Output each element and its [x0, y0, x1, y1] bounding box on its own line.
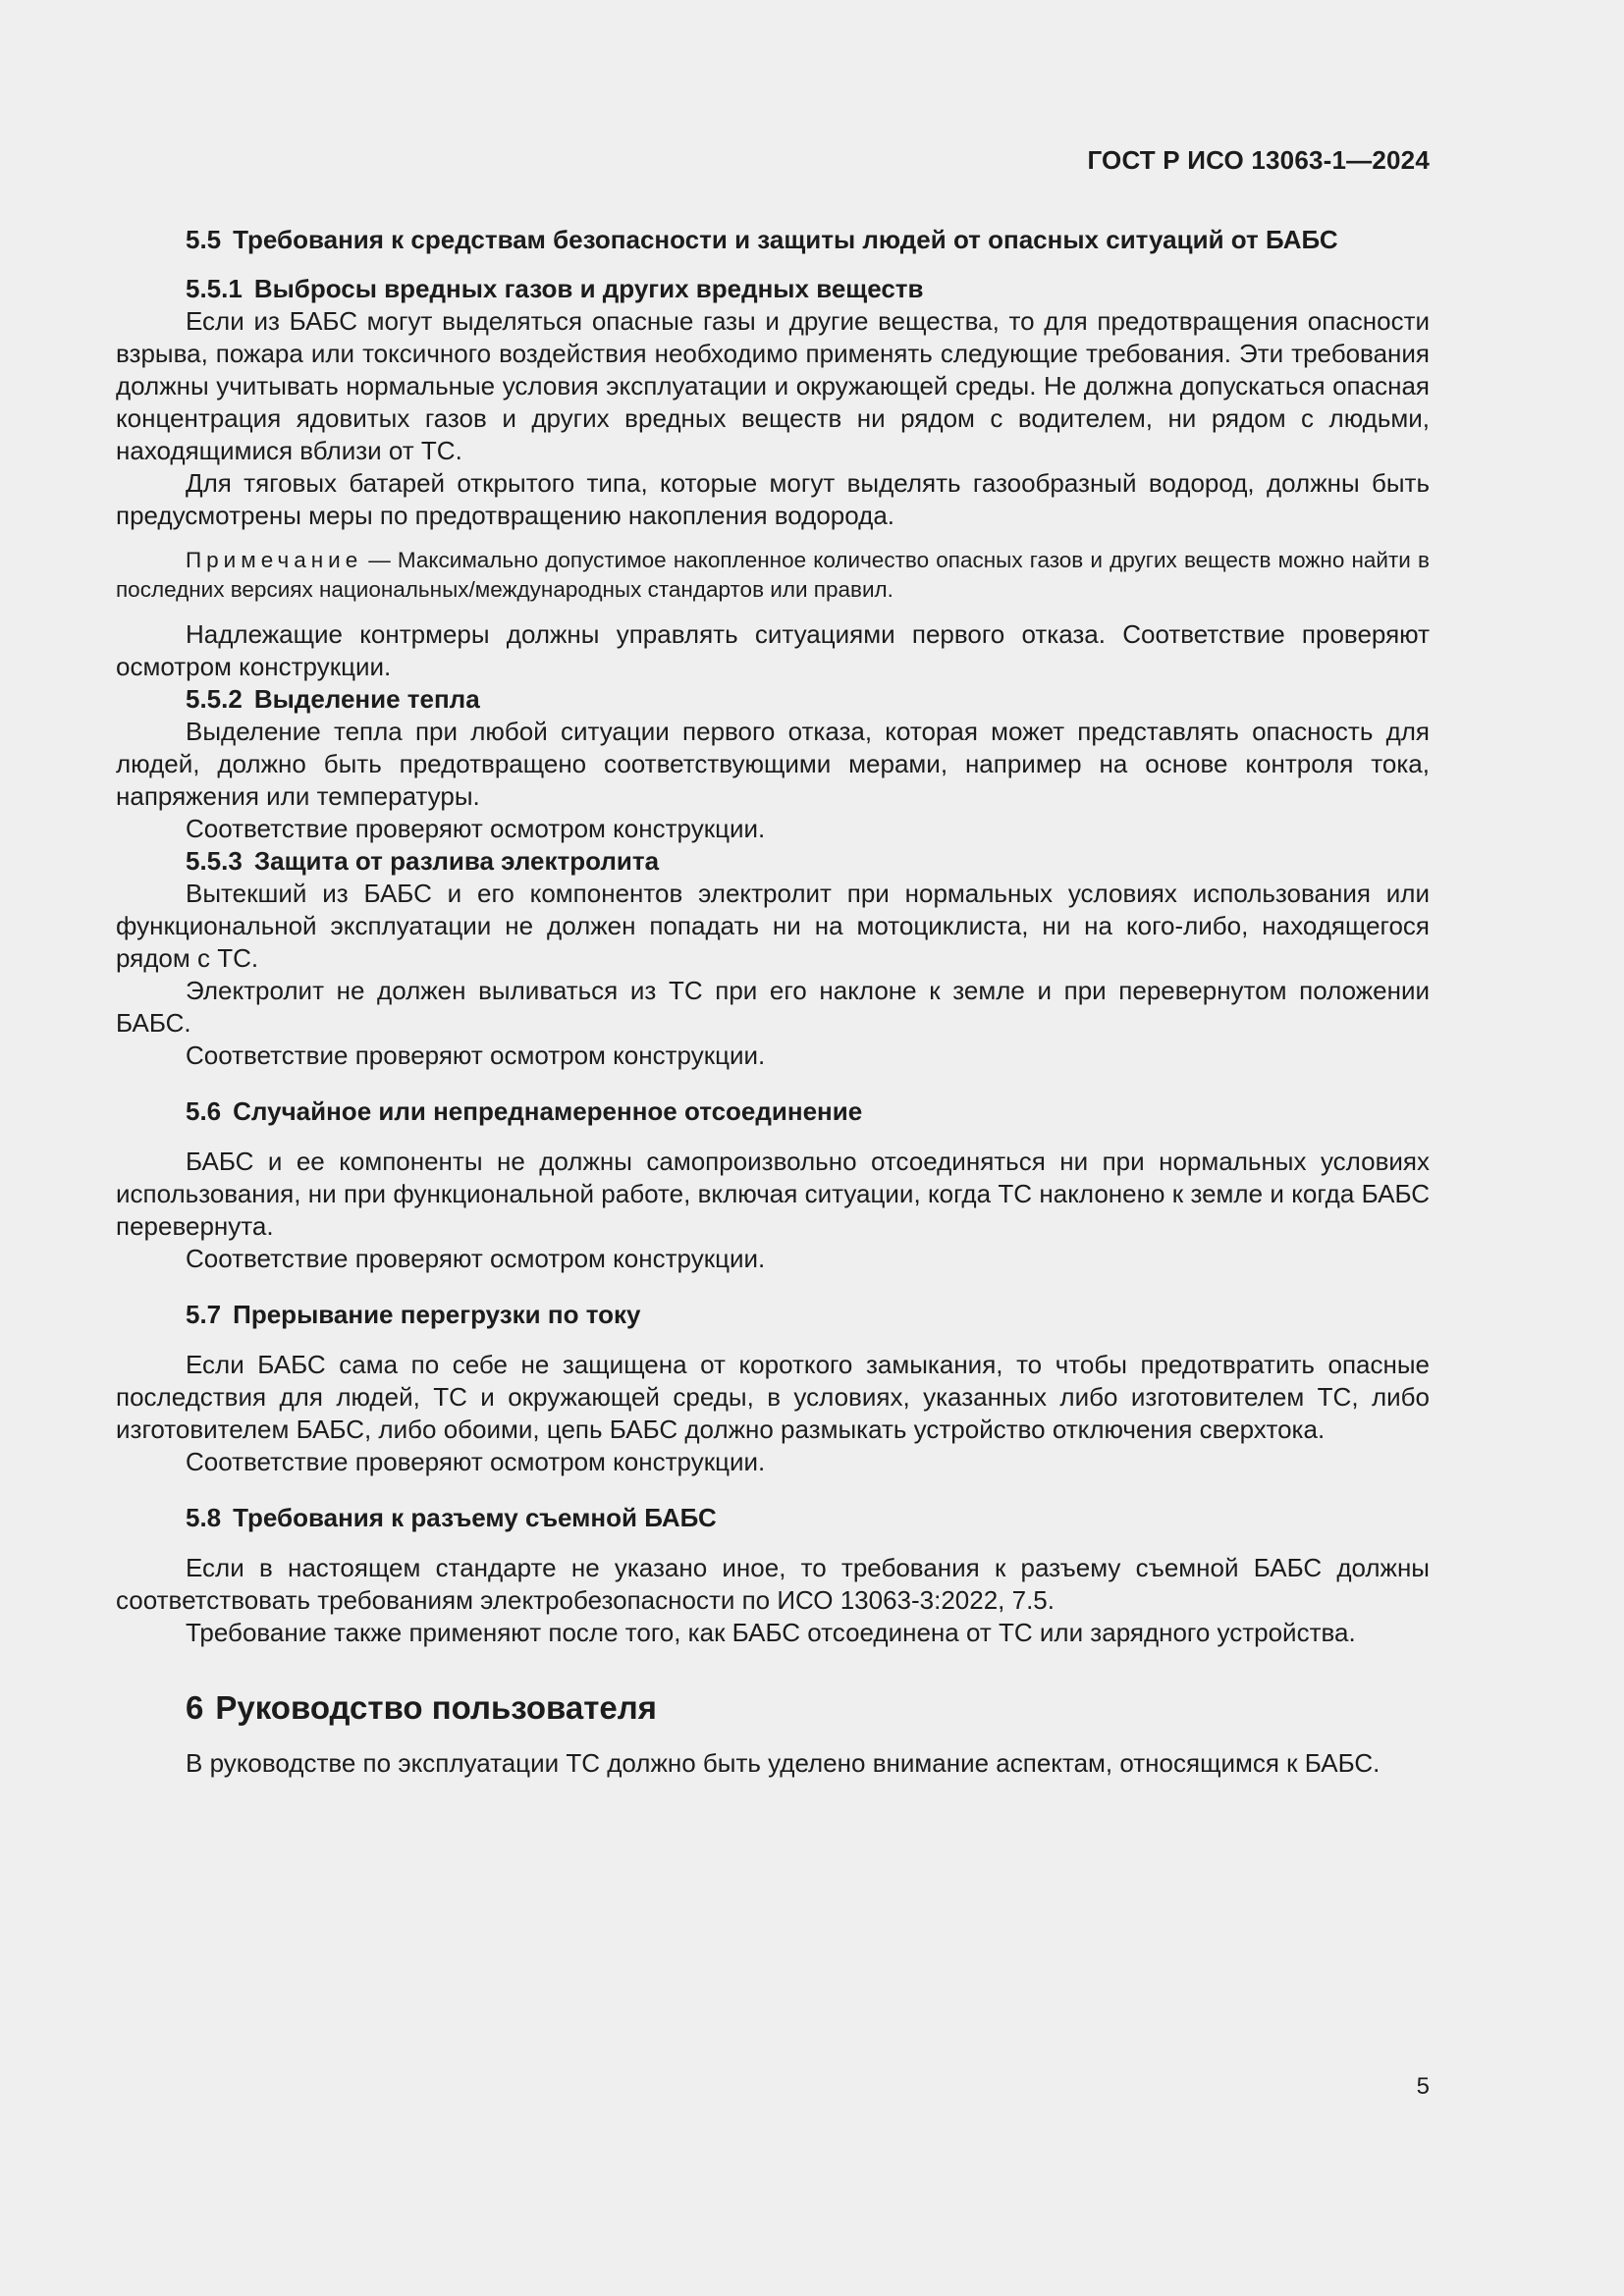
- section-6-heading: 6 Руководство пользователя: [186, 1689, 657, 1726]
- paragraph: Если из БАБС могут выделяться опасные газы и другие вещества, то для предотвращения опасности взрыва, пожара или токсичного воздействия необходимо применять следующие требования. Эти требования должны учитывать нормальные условия эксплуатации и окружающей среды. Не должна допускаться опасная концентрация ядовитых газов и других вредных веществ ни рядом с водителем, ни рядом с людьми, находящимися вблизи от ТС.: [116, 306, 1430, 465]
- paragraph: Соответствие проверяют осмотром конструкции.: [186, 1041, 766, 1070]
- paragraph: Вытекший из БАБС и его компонентов электролит при нормальных условиях использования или функциональной эксплуатации не должен попадать ни на мотоциклиста, ни на кого-либо, находящегося рядом с ТС.: [116, 879, 1430, 973]
- paragraph: В руководстве по эксплуатации ТС должно быть уделено внимание аспектам, относящимся к БАБС.: [186, 1748, 1380, 1778]
- section-5-6-heading: 5.6 Случайное или непреднамеренное отсоединение: [186, 1096, 863, 1126]
- section-5-7-heading: 5.7 Прерывание перегрузки по току: [186, 1300, 641, 1329]
- section-5-5-heading: 5.5 Требования к средствам безопасности и защиты людей от опасных ситуаций от БАБС: [186, 225, 1338, 254]
- paragraph: Выделение тепла при любой ситуации первого отказа, которая может представлять опасность для людей, должно быть предотвращено соответствующими мерами, например на основе контроля тока, напряжения или температуры.: [116, 717, 1430, 811]
- document-body: [116, 224, 1430, 1780]
- paragraph: Если БАБС сама по себе не защищена от короткого замыкания, то чтобы предотвратить опасные последствия для людей, ТС и окружающей среды, в условиях, указанных либо изготовителем ТС, либо изготовителем БАБС, либо обоими, цепь БАБС должно размыкать устройство отключения сверхтока.: [116, 1350, 1430, 1444]
- document-id-header: ГОСТ Р ИСО 13063-1—2024: [1087, 145, 1430, 175]
- section-5-8-heading: 5.8 Требования к разъему съемной БАБС: [186, 1503, 717, 1532]
- section-5-5-3-heading: 5.5.3 Защита от разлива электролита: [186, 846, 660, 876]
- paragraph: Если в настоящем стандарте не указано иное, то требования к разъему съемной БАБС должны соответствовать требованиям электробезопасности по ИСО 13063-3:2022, 7.5.: [116, 1553, 1430, 1615]
- paragraph: Надлежащие контрмеры должны управлять ситуациями первого отказа. Соответствие проверяют осмотром конструкции.: [116, 619, 1430, 681]
- page-number: 5: [1416, 2073, 1430, 2100]
- paragraph: БАБС и ее компоненты не должны самопроизвольно отсоединяться ни при нормальных условиях использования, ни при функциональной работе, включая ситуации, когда ТС наклонено к земле и когда БАБС перевернута.: [116, 1147, 1430, 1241]
- paragraph: Соответствие проверяют осмотром конструкции.: [186, 814, 766, 843]
- paragraph: Требование также применяют после того, как БАБС отсоединена от ТС или зарядного устройства.: [186, 1618, 1356, 1647]
- section-5-5-2-heading: 5.5.2 Выделение тепла: [186, 684, 480, 714]
- paragraph: Электролит не должен выливаться из ТС при его наклоне к земле и при перевернутом положении БАБС.: [116, 976, 1430, 1038]
- paragraph: Для тяговых батарей открытого типа, которые могут выделять газообразный водород, должны быть предусмотрены меры по предотвращению накопления водорода.: [116, 468, 1430, 530]
- paragraph: Соответствие проверяют осмотром конструкции.: [186, 1244, 766, 1273]
- paragraph: Соответствие проверяют осмотром конструкции.: [186, 1447, 766, 1476]
- section-5-5-1-heading: 5.5.1 Выбросы вредных газов и других вредных веществ: [186, 274, 924, 303]
- note: Примечание — Максимально допустимое накопленное количество опасных газов и других веществ можно найти в последних версиях национальных/международных стандартов или правил.: [116, 548, 1430, 602]
- note-label: Примечание: [186, 548, 363, 572]
